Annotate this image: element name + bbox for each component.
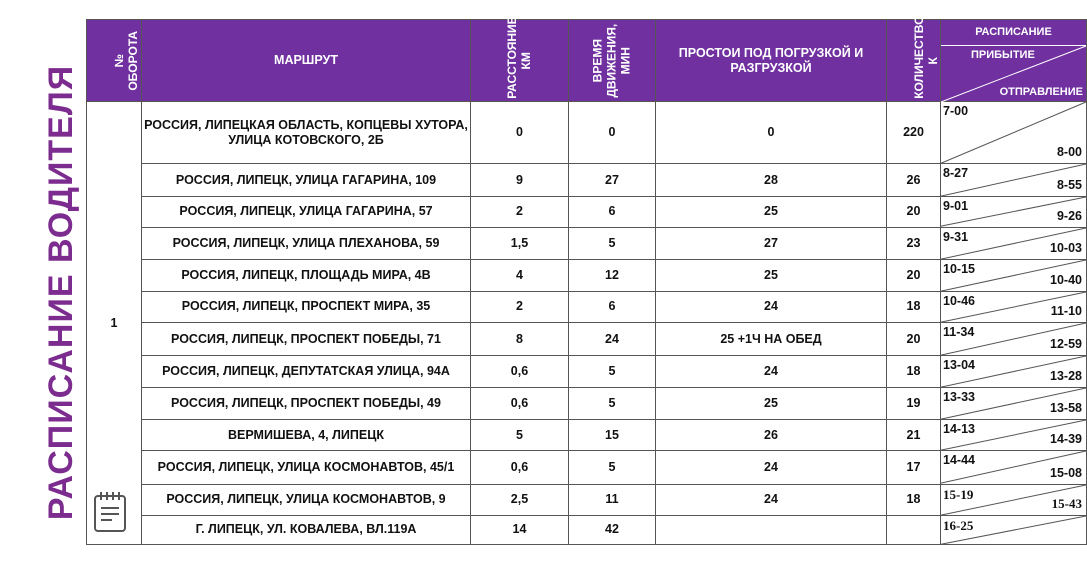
count-cell: 20 [887, 259, 941, 291]
departure-time: 10-40 [1050, 272, 1082, 287]
header-arrival: ПРИБЫТИЕ [971, 49, 1035, 61]
count-cell: 21 [887, 420, 941, 451]
distance-cell: 1,5 [471, 227, 569, 259]
travel-time-cell: 5 [569, 227, 656, 259]
table-row [87, 102, 1087, 164]
schedule-cell [941, 102, 1087, 164]
table-row [87, 515, 1087, 544]
arrival-time: 10-46 [943, 293, 975, 308]
travel-time-cell: 5 [569, 388, 656, 420]
header-row [87, 20, 1087, 102]
departure-time: 14-39 [1050, 432, 1082, 447]
idle-cell [656, 515, 887, 544]
travel-time-cell: 11 [569, 484, 656, 515]
header-idle: ПРОСТОИ ПОД ПОГРУЗКОЙ И РАЗГРУЗКОЙ [656, 20, 887, 102]
table-row [87, 197, 1087, 227]
schedule-cell [941, 227, 1087, 259]
departure-time: 13-58 [1050, 401, 1082, 416]
distance-cell: 14 [471, 515, 569, 544]
header-route: МАРШРУТ [142, 20, 471, 102]
schedule-cell [941, 388, 1087, 420]
route-cell: РОССИЯ, ЛИПЕЦК, ПРОСПЕКТ ПОБЕДЫ, 71 [142, 322, 471, 355]
arrival-time: 13-33 [943, 390, 975, 405]
departure-time: 8-55 [1056, 178, 1082, 193]
count-cell: 220 [887, 102, 941, 164]
schedule-cell [941, 259, 1087, 291]
route-cell: ВЕРМИШЕВА, 4, ЛИПЕЦК [142, 420, 471, 451]
route-cell: РОССИЯ, ЛИПЕЦК, ПРОСПЕКТ МИРА, 35 [142, 291, 471, 322]
arrival-time: 8-27 [943, 166, 969, 181]
table-row [87, 451, 1087, 484]
distance-cell: 2 [471, 291, 569, 322]
schedule-cell [941, 291, 1087, 322]
distance-cell: 0,6 [471, 356, 569, 388]
idle-cell: 24 [656, 356, 887, 388]
count-cell: 17 [887, 451, 941, 484]
header-schedule-label: РАСПИСАНИЕ [941, 20, 1086, 46]
arrival-time: 11-34 [943, 324, 975, 339]
idle-cell: 27 [656, 227, 887, 259]
idle-cell: 25 +1Ч НА ОБЕД [656, 322, 887, 355]
idle-cell: 0 [656, 102, 887, 164]
travel-time-cell: 24 [569, 322, 656, 355]
table-row [87, 227, 1087, 259]
route-cell: Г. ЛИПЕЦК, УЛ. КОВАЛЕВА, ВЛ.119А [142, 515, 471, 544]
departure-time: 8-00 [1056, 145, 1082, 160]
table-row [87, 484, 1087, 515]
distance-cell: 2,5 [471, 484, 569, 515]
arrival-time: 9-01 [943, 199, 969, 214]
travel-time-cell: 5 [569, 356, 656, 388]
arrival-time: 15-19 [943, 486, 974, 502]
travel-time-cell: 42 [569, 515, 656, 544]
idle-cell: 24 [656, 291, 887, 322]
travel-time-cell: 6 [569, 291, 656, 322]
header-travel-time: ВРЕМЯ ДВИЖЕНИЯ, МИН [569, 20, 656, 102]
count-cell: 18 [887, 291, 941, 322]
arrival-time: 10-15 [943, 261, 975, 276]
route-cell: РОССИЯ, ЛИПЕЦКАЯ ОБЛАСТЬ, КОПЦЕВЫ ХУТОРА, УЛИЦА КОТОВСКОГО, 2Б [142, 102, 471, 164]
schedule-cell [941, 515, 1087, 544]
distance-cell: 2 [471, 197, 569, 227]
arrival-time: 13-04 [943, 358, 975, 373]
route-cell: РОССИЯ, ЛИПЕЦК, УЛИЦА ГАГАРИНА, 109 [142, 164, 471, 197]
distance-cell: 4 [471, 259, 569, 291]
distance-cell: 0,6 [471, 388, 569, 420]
table-row [87, 291, 1087, 322]
arrival-time: 14-13 [943, 422, 975, 437]
side-title [40, 42, 84, 542]
count-cell: 20 [887, 322, 941, 355]
count-cell: 18 [887, 484, 941, 515]
schedule-table [86, 11, 1087, 545]
travel-time-cell: 0 [569, 102, 656, 164]
arrival-time: 7-00 [943, 104, 969, 118]
travel-time-cell: 12 [569, 259, 656, 291]
schedule-body [87, 102, 1087, 545]
route-cell: РОССИЯ, ЛИПЕЦК, УЛИЦА КОСМОНАВТОВ, 9 [142, 484, 471, 515]
travel-time-cell: 5 [569, 451, 656, 484]
count-cell: 26 [887, 164, 941, 197]
schedule-cell [941, 451, 1087, 484]
travel-time-cell: 15 [569, 420, 656, 451]
count-cell: 18 [887, 356, 941, 388]
schedule-cell [941, 322, 1087, 355]
distance-cell: 9 [471, 164, 569, 197]
header-schedule [941, 20, 1087, 102]
table-row [87, 164, 1087, 197]
count-cell: 23 [887, 227, 941, 259]
arrival-time: 9-31 [943, 229, 969, 244]
idle-cell: 28 [656, 164, 887, 197]
header-count: КОЛИЧЕСТВО, К [887, 20, 941, 102]
distance-cell: 5 [471, 420, 569, 451]
departure-time: 15-08 [1050, 465, 1082, 480]
schedule-cell [941, 420, 1087, 451]
departure-time: 11-10 [1050, 303, 1082, 318]
arrival-time: 14-44 [943, 453, 975, 468]
idle-cell: 25 [656, 259, 887, 291]
idle-cell: 24 [656, 484, 887, 515]
travel-time-cell: 27 [569, 164, 656, 197]
idle-cell: 24 [656, 451, 887, 484]
schedule-cell [941, 197, 1087, 227]
table-row [87, 259, 1087, 291]
idle-cell: 25 [656, 197, 887, 227]
count-cell [887, 515, 941, 544]
route-cell: РОССИЯ, ЛИПЕЦК, УЛИЦА ГАГАРИНА, 57 [142, 197, 471, 227]
travel-time-cell: 6 [569, 197, 656, 227]
idle-cell: 26 [656, 420, 887, 451]
count-cell: 20 [887, 197, 941, 227]
table-row [87, 420, 1087, 451]
schedule-cell [941, 164, 1087, 197]
route-cell: РОССИЯ, ЛИПЕЦК, ПЛОЩАДЬ МИРА, 4В [142, 259, 471, 291]
departure-time: 9-26 [1056, 208, 1082, 223]
side-title-text: РАСПИСАНИЕ ВОДИТЕЛЯ [42, 64, 81, 520]
departure-time: 13-28 [1050, 369, 1082, 384]
route-cell: РОССИЯ, ЛИПЕЦК, ПРОСПЕКТ ПОБЕДЫ, 49 [142, 388, 471, 420]
rotation-number: 1 [87, 102, 142, 545]
departure-time: 10-03 [1050, 240, 1082, 255]
schedule-cell [941, 484, 1087, 515]
distance-cell: 0 [471, 102, 569, 164]
departure-time: 15-43 [1051, 496, 1082, 512]
idle-cell: 25 [656, 388, 887, 420]
distance-cell: 8 [471, 322, 569, 355]
header-rotation: № ОБОРОТА [87, 20, 142, 102]
distance-cell: 0,6 [471, 451, 569, 484]
table-row [87, 356, 1087, 388]
table-row [87, 322, 1087, 355]
header-departure: ОТПРАВЛЕНИЕ [999, 85, 1083, 98]
header-distance: РАССТОЯНИЕ, КМ [471, 20, 569, 102]
route-cell: РОССИЯ, ЛИПЕЦК, ДЕПУТАТСКАЯ УЛИЦА, 94А [142, 356, 471, 388]
arrival-time: 16-25 [943, 517, 974, 533]
departure-time: 12-59 [1050, 337, 1082, 352]
schedule-cell [941, 356, 1087, 388]
route-cell: РОССИЯ, ЛИПЕЦК, УЛИЦА КОСМОНАВТОВ, 45/1 [142, 451, 471, 484]
count-cell: 19 [887, 388, 941, 420]
table-row [87, 388, 1087, 420]
route-cell: РОССИЯ, ЛИПЕЦК, УЛИЦА ПЛЕХАНОВА, 59 [142, 227, 471, 259]
